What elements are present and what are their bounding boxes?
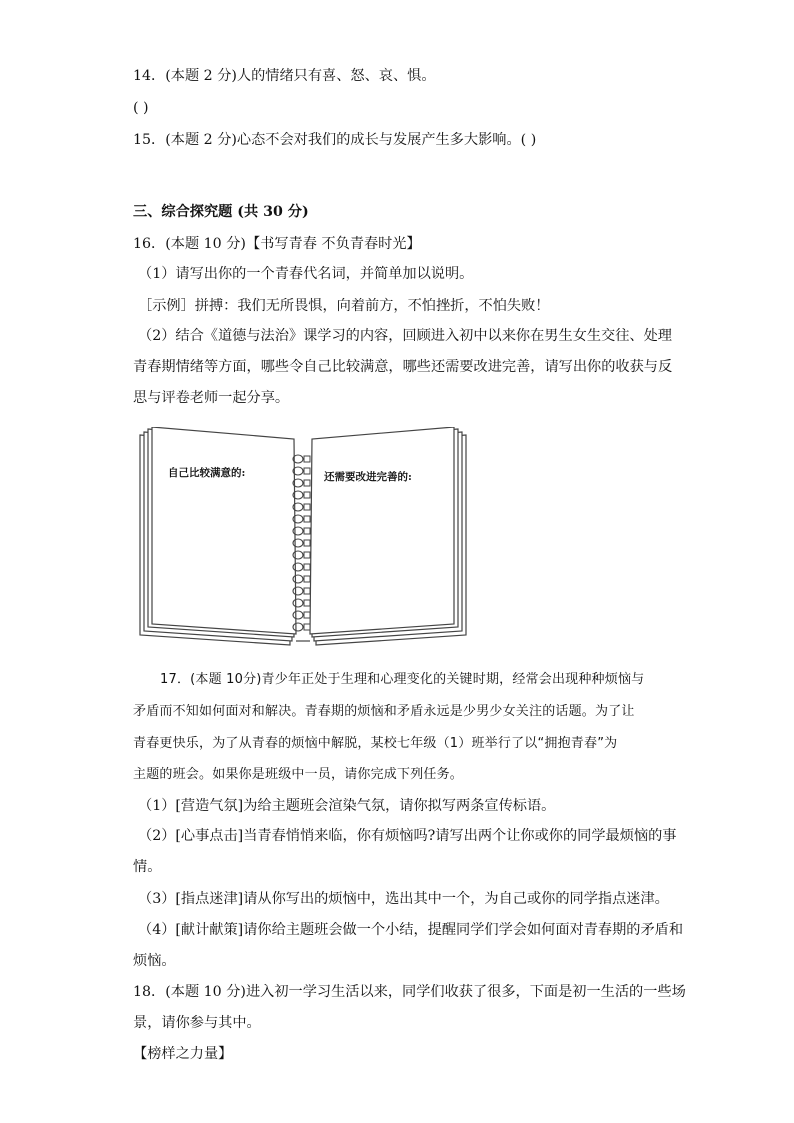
q16-part2-line2: 青春期情绪等方面，哪些令自己比较满意，哪些还需要改进完善，请写出你的收获与反 [133,359,673,375]
q17-task4-line1: （4）[献计献策]请你给主题班会做一个小结，提醒同学们学会如何面对青春期的矛盾和 [138,922,684,938]
q17-task1: （1）[营造气氛]为给主题班会渲染气氛，请你拟写两条宣传标语。 [138,798,556,814]
open-notebook-illustration [138,427,468,649]
q16-part1: （1）请写出你的一个青春代名词，并简单加以说明。 [138,266,474,282]
q17-task2-line2: 情。 [133,859,162,875]
q18-line1: 18．(本题 10 分)进入初一学习生活以来，同学们收获了很多，下面是初一生活的一些场 [133,984,686,1000]
q14-answer-paren: ( ) [133,100,149,116]
q15-text: 15．(本题 2 分)心态不会对我们的成长与发展产生多大影响。( ) [133,132,537,148]
q17-task3: （3）[指点迷津]请从你写出的烦恼中，选出其中一个，为自己或你的同学指点迷津。 [138,891,669,907]
q17-line2: 矛盾而不知如何面对和解决。青春期的烦恼和矛盾永远是少男少女关注的话题。为了让 [133,704,635,719]
q16-part2-line3: 思与评卷老师一起分享。 [133,390,290,406]
q18-line2: 景，请你参与其中。 [133,1015,261,1031]
notebook-drawing [138,427,468,649]
q17-task2-line1: （2）[心事点击]当青春悄悄来临，你有烦恼吗?请写出两个让你或你的同学最烦恼的事 [138,828,677,844]
q14-text: 14．(本题 2 分)人的情绪只有喜、怒、哀、惧。 [133,68,436,84]
section-title: 三、综合探究题 (共 30 分) [133,204,309,220]
q16-header: 16．(本题 10 分)【书写青春 不负青春时光】 [133,236,421,252]
q17-task4-line2: 烦恼。 [133,953,176,969]
notebook-left-label: 自己比较满意的: [168,467,246,479]
q16-part2-line1: （2）结合《道德与法治》课学习的内容，回顾进入初中以来你在男生女生交往、处理 [138,328,672,344]
notebook-right-label: 还需要改进完善的: [324,471,412,483]
q17-line4: 主题的班会。如果你是班级中一员，请你完成下列任务。 [133,767,464,782]
q16-example: ［示例］拼搏：我们无所畏惧，向着前方，不怕挫折，不怕失败！ [138,298,550,314]
q17-line3: 青春更快乐，为了从青春的烦恼中解脱，某校七年级（1）班举行了以“拥抱青春”为 [133,736,618,751]
q18-subheading: 【榜样之力量】 [133,1046,233,1062]
q17-line1: 17．(本题 10分)青少年正处于生理和心理变化的关键时期，经常会出现种种烦恼与 [160,672,645,687]
